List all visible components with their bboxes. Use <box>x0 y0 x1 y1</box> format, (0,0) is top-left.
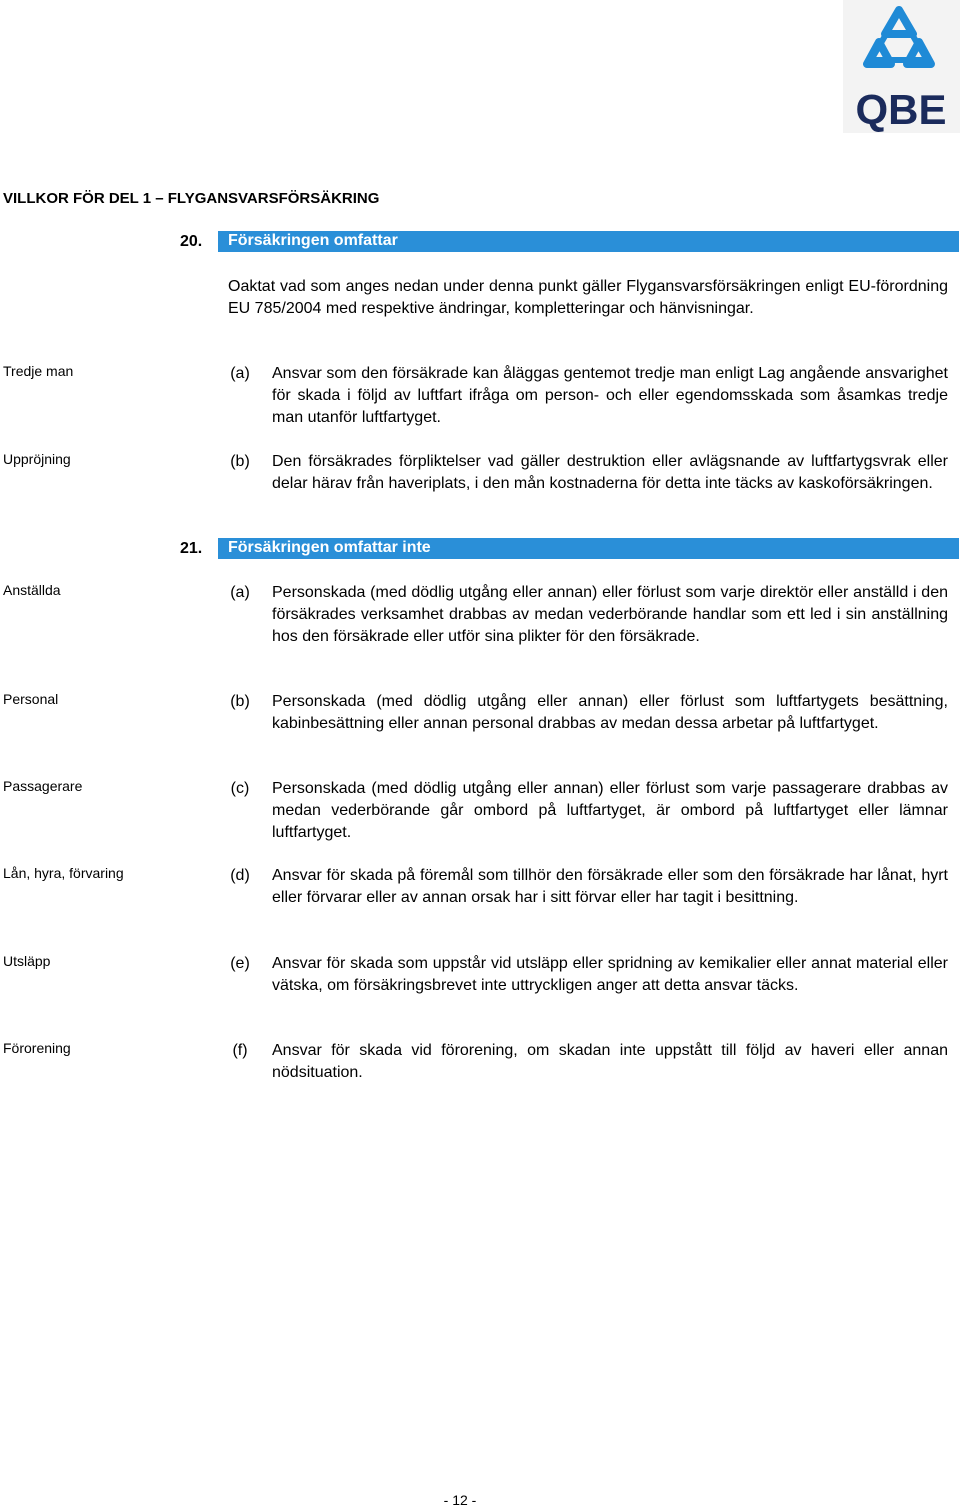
item-text: Den försäkrades förpliktelser vad gäller destruktion eller avlägsnande av luftfartygsvrak eller delar härav från haveriplats, i den mån kostnaderna för detta inte täcks av kaskoförsäkringen. <box>272 453 948 492</box>
side-label: Personal <box>3 691 59 707</box>
document-title: VILLKOR FÖR DEL 1 – FLYGANSVARSFÖRSÄKRING <box>3 190 380 207</box>
item-text: Ansvar för skada på föremål som tillhör den försäkrade eller som den försäkrade har lånat, hyrt eller förvarar eller av annan orsak har i sitt förvar eller har tagit i besittning. <box>272 867 948 906</box>
side-label: Lån, hyra, förvaring <box>3 865 124 881</box>
side-label: Utsläpp <box>3 953 51 969</box>
item-text: Personskada (med dödlig utgång eller annan) eller förlust som luftfartygets besättning, kabinbesättning eller annan personal drabbas av medan dessa arbetar på luftfartyget. <box>272 693 948 732</box>
side-label: Förorening <box>3 1040 71 1056</box>
section-heading-bar <box>218 538 959 559</box>
side-label: Anställda <box>3 582 61 598</box>
section-heading-bar <box>218 231 959 252</box>
section-number: 20. <box>180 233 203 250</box>
item-letter: (b) <box>230 693 250 710</box>
qbe-logo <box>843 0 960 133</box>
item-letter: (f) <box>232 1042 248 1059</box>
item-text: Personskada (med dödlig utgång eller annan) eller förlust som varje direktör eller anställd i den försäkrades verksamhet drabbas av medan vederbörande handlar som ett led i sin anställning hos den försäkrade eller utför sina plikter för den försäkrade. <box>272 584 948 645</box>
item-letter: (a) <box>230 365 250 382</box>
item-letter: (b) <box>230 453 250 470</box>
side-label: Passagerare <box>3 778 83 794</box>
page-number: - 12 - <box>443 1492 477 1508</box>
item-letter: (d) <box>230 867 250 884</box>
item-text: Ansvar som den försäkrade kan åläggas gentemot tredje man enligt Lag angående ansvarighet för skada i följd av luftfart ifråga om person- och eller egendomsskada som åsamkas tredje man utanför luftfartyget. <box>272 365 948 426</box>
section-title: Försäkringen omfattar <box>228 232 398 249</box>
section-number: 21. <box>180 540 203 557</box>
side-label: Tredje man <box>3 363 74 379</box>
section-intro: Oaktat vad som anges nedan under denna punkt gäller Flygansvarsförsäkringen enligt EU-förordning EU 785/2004 med respektive ändringar, kompletteringar och hänvisningar. <box>228 278 948 317</box>
item-letter: (a) <box>230 584 250 601</box>
logo-text: QBE <box>855 86 947 133</box>
section-title: Försäkringen omfattar inte <box>228 539 431 556</box>
item-letter: (e) <box>230 955 250 972</box>
item-text: Ansvar för skada vid förorening, om skadan inte uppstått till följd av haveri eller annan nödsituation. <box>272 1042 948 1081</box>
item-text: Personskada (med dödlig utgång eller annan) eller förlust som varje passagerare drabbas av medan vederbörande går ombord på luftfartyget, är ombord på luftfartyget eller lämnar luftfartyget. <box>272 780 948 841</box>
qbe-logo-graphic <box>843 0 960 133</box>
item-text: Ansvar för skada som uppstår vid utsläpp eller spridning av kemikalier eller annat material eller vätska, om försäkringsbrevet inte uttryckligen anger att detta ansvar täcks. <box>272 955 948 994</box>
item-letter: (c) <box>230 780 250 797</box>
side-label: Uppröjning <box>3 451 71 467</box>
